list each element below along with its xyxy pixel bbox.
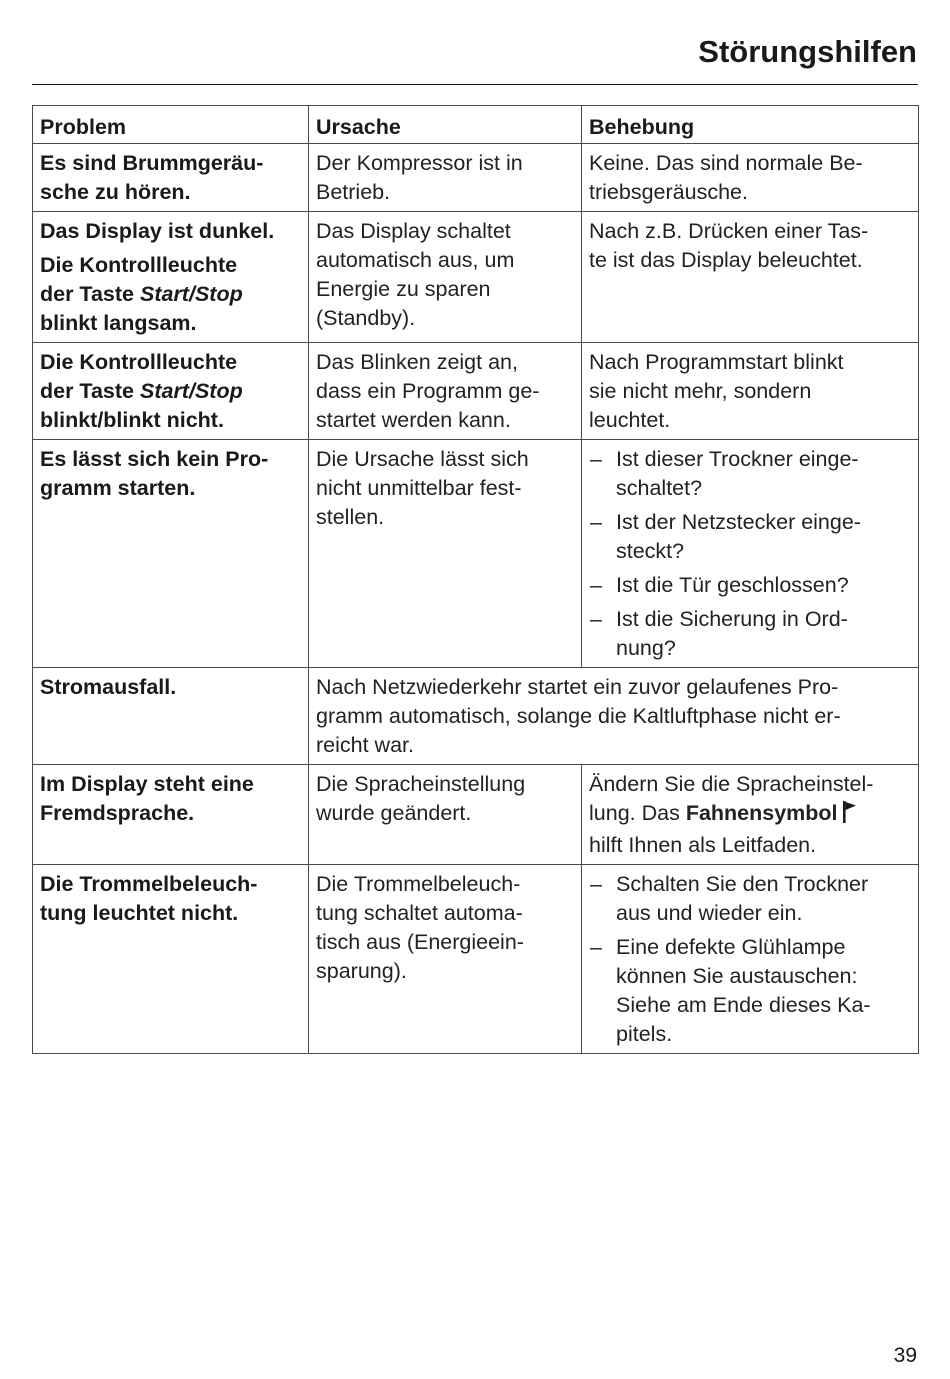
problem-text: Es lässt sich kein Pro- [40, 447, 269, 471]
problem-text: Fremdsprache. [40, 801, 195, 825]
fix-cell [582, 343, 919, 440]
fix-cell [582, 865, 919, 1054]
fix-text: sie nicht mehr, sondern [589, 379, 812, 403]
fix-text [589, 799, 910, 831]
page-number: 39 [893, 1344, 917, 1367]
fix-text: triebsgeräusche. [589, 180, 748, 204]
page-title: Störungshilfen [698, 34, 917, 69]
list-item [589, 445, 910, 503]
start-stop-key-label: Start/Stop [139, 379, 243, 403]
problem-cell [33, 765, 309, 865]
cause-fix-text: gramm automatisch, solange die Kaltluftphase nicht er- [316, 704, 841, 728]
problem-text: Das Display ist dunkel. [40, 219, 275, 243]
column-header-problem: Problem [33, 106, 309, 144]
cause-text: Betrieb. [316, 180, 391, 204]
cause-text: dass ein Programm ge- [316, 379, 540, 403]
cause-cell [309, 440, 582, 668]
list-item [589, 870, 910, 928]
cause-text: (Standby). [316, 306, 416, 330]
flag-icon [843, 801, 857, 831]
list-item-text: schaltet? [616, 476, 703, 500]
cause-text: Die Ursache lässt sich [316, 447, 529, 471]
problem-text: Im Display steht eine [40, 772, 254, 796]
table-row [33, 765, 919, 865]
cause-fix-text: reicht war. [316, 733, 414, 757]
list-item-text: – Ist dieser Trockner einge- [616, 447, 859, 471]
list-item [589, 508, 910, 566]
fix-text: Ändern Sie die Spracheinstel- [589, 772, 874, 796]
cause-text: Die Trommelbeleuch- [316, 872, 521, 896]
list-item-text: – Ist die Tür geschlossen? [616, 573, 849, 597]
list-item [589, 933, 910, 1049]
fix-text-part: lung. Das [589, 801, 686, 825]
cause-cell [309, 343, 582, 440]
problem-text [40, 280, 300, 309]
problem-text: gramm starten. [40, 476, 196, 500]
cause-cell [309, 765, 582, 865]
troubleshooting-table [32, 105, 919, 1054]
list-item-text: – Ist der Netzstecker einge- [616, 510, 861, 534]
problem-text: Es sind Brummgeräu- [40, 151, 264, 175]
list-item-text: Siehe am Ende dieses Ka- [616, 993, 871, 1017]
problem-text: blinkt langsam. [40, 311, 197, 335]
table-row [33, 212, 919, 343]
cause-text: Das Display schaltet [316, 219, 511, 243]
cause-text: nicht unmittelbar fest- [316, 476, 522, 500]
cause-cell [309, 212, 582, 343]
table-header-row [33, 106, 919, 144]
cause-text: stellen. [316, 505, 385, 529]
problem-cell [33, 668, 309, 765]
table-row [33, 440, 919, 668]
table-row [33, 865, 919, 1054]
list-item-text: nung? [616, 636, 676, 660]
problem-cell [33, 343, 309, 440]
list-item-text: steckt? [616, 539, 685, 563]
list-item-text: – Eine defekte Glühlampe [616, 935, 846, 959]
table-row [33, 144, 919, 212]
list-item-text: können Sie austauschen: [616, 964, 858, 988]
fix-cell [582, 440, 919, 668]
fix-text: Nach z.B. Drücken einer Tas- [589, 219, 869, 243]
problem-text: blinkt/blinkt nicht. [40, 408, 224, 432]
cause-text: tisch aus (Energieein- [316, 930, 524, 954]
problem-text [40, 377, 300, 406]
table-row [33, 668, 919, 765]
problem-cell [33, 212, 309, 343]
problem-text: Die Kontrollleuchte [40, 253, 238, 277]
problem-cell [33, 144, 309, 212]
cause-text: Die Spracheinstellung [316, 772, 526, 796]
cause-text: wurde geändert. [316, 801, 472, 825]
table-row [33, 343, 919, 440]
problem-text: tung leuchtet nicht. [40, 901, 239, 925]
problem-text-part: der Taste [40, 379, 140, 403]
cause-text: Das Blinken zeigt an, [316, 350, 518, 374]
flag-symbol-label: Fahnensymbol [685, 801, 838, 825]
list-item [589, 605, 910, 663]
problem-text: Die Trommelbeleuch- [40, 872, 258, 896]
cause-text: tung schaltet automa- [316, 901, 523, 925]
cause-text: Energie zu sparen [316, 277, 491, 301]
fix-text: hilft Ihnen als Leitfaden. [589, 833, 817, 857]
fix-checklist [589, 445, 910, 663]
cause-fix-text: Nach Netzwiederkehr startet ein zuvor gelaufenes Pro- [316, 675, 839, 699]
list-item-text: aus und wieder ein. [616, 901, 803, 925]
fix-checklist [589, 870, 910, 1049]
problem-cell [33, 440, 309, 668]
problem-text-part: der Taste [40, 282, 140, 306]
fix-text: Keine. Das sind normale Be- [589, 151, 863, 175]
list-item [589, 571, 910, 600]
list-item-text: pitels. [616, 1022, 673, 1046]
problem-cell [33, 865, 309, 1054]
fix-cell [582, 765, 919, 865]
cause-cell [309, 144, 582, 212]
cause-text: Der Kompressor ist in [316, 151, 523, 175]
list-item-text: – Ist die Sicherung in Ord- [616, 607, 848, 631]
column-header-cause: Ursache [309, 106, 582, 144]
problem-text: Stromausfall. [40, 675, 177, 699]
fix-text: leuchtet. [589, 408, 671, 432]
fix-text: te ist das Display beleuchtet. [589, 248, 863, 272]
start-stop-key-label: Start/Stop [139, 282, 243, 306]
fix-cell [582, 144, 919, 212]
cause-text: startet werden kann. [316, 408, 511, 432]
cause-text: automatisch aus, um [316, 248, 515, 272]
list-item-text: – Schalten Sie den Trockner [616, 872, 869, 896]
title-divider [32, 84, 918, 85]
fix-text: Nach Programmstart blinkt [589, 350, 844, 374]
cause-text: sparung). [316, 959, 407, 983]
problem-text: sche zu hören. [40, 180, 191, 204]
column-header-fix: Behebung [582, 106, 919, 144]
problem-text: Die Kontrollleuchte [40, 350, 238, 374]
fix-cell [582, 212, 919, 343]
cause-cell [309, 865, 582, 1054]
cause-fix-cell [309, 668, 919, 765]
